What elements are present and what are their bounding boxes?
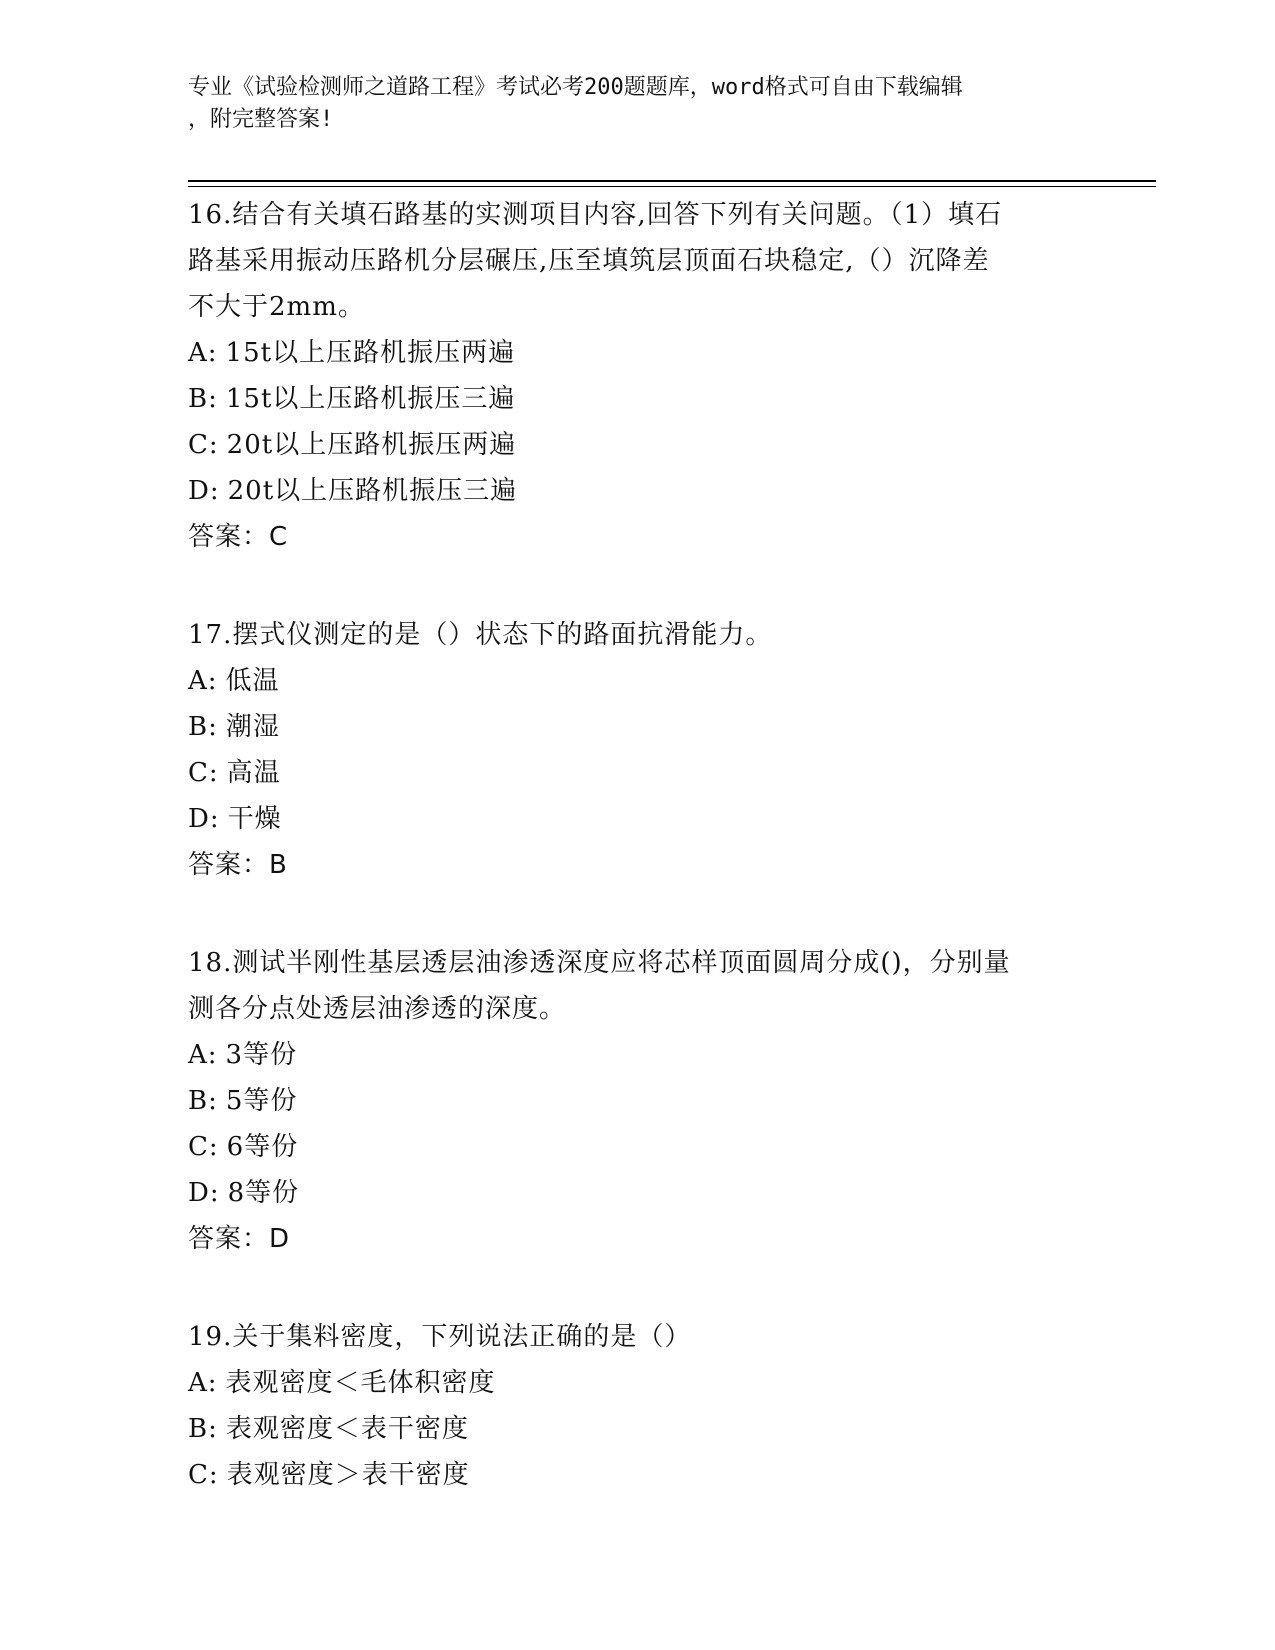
question-stem-line: 19.关于集料密度，下列说法正确的是（） [188,1322,692,1352]
option-text: 高温 [226,758,281,788]
option-item [188,658,1088,704]
option-separator: : [208,1460,219,1490]
option-text: 6等份 [226,1132,299,1162]
option-letter: C [188,1132,209,1162]
answer-line [188,514,1088,560]
header-line-2: ，附完整答案! [188,107,334,132]
option-item [188,704,1088,750]
option-text: 3等份 [225,1040,298,1070]
question-block [188,940,1088,1262]
question-block [188,1314,1088,1498]
option-item [188,376,1088,422]
option-letter: D [188,476,210,506]
option-item [188,750,1088,796]
question-stem-line: 18.测试半刚性基层透层油渗透深度应将芯样顶面圆周分成()，分别量 [188,948,1011,978]
question-stem-line: 17.摆式仪测定的是（）状态下的路面抗滑能力。 [188,620,773,650]
option-letter: D [188,804,210,834]
option-letter: A [188,338,208,368]
option-letter: A [188,666,208,696]
answer-line [188,842,1088,888]
option-item [188,468,1088,514]
option-separator: : [207,1368,218,1398]
option-letter: B [188,1414,209,1444]
option-item [188,1078,1088,1124]
option-item [188,330,1088,376]
option-item [188,1170,1088,1216]
option-letter: D [188,1178,210,1208]
option-letter: C [188,1460,209,1490]
option-text: 20t以上压路机振压三遍 [227,476,518,506]
option-item [188,1452,1088,1498]
option-separator: : [208,1086,218,1116]
question-stem-line: 测各分点处透层油渗透的深度。 [188,994,567,1024]
question-stem-line: 16.结合有关填石路基的实测项目内容,回答下列有关问题。（1）填石 [188,200,1003,230]
header-divider-thin [188,186,1156,187]
option-separator: : [208,1132,219,1162]
option-item [188,796,1088,842]
option-letter: A [188,1368,208,1398]
option-item [188,1032,1088,1078]
option-separator: : [208,758,219,788]
option-item [188,422,1088,468]
option-separator: : [209,804,220,834]
option-text: 表观密度＞表干密度 [226,1460,470,1490]
header-line-1: 专业《试验检测师之道路工程》考试必考200题题库，word格式可自由下载编辑 [188,75,963,100]
question-list [188,192,1088,1550]
option-separator: : [208,1414,218,1444]
option-text: 表观密度＜表干密度 [225,1414,469,1444]
option-item [188,1360,1088,1406]
answer-label: 答案： [188,850,270,880]
option-letter: B [188,712,209,742]
question-stem-line: 不大于2mm。 [188,292,365,322]
option-separator: : [207,338,218,368]
answer-line [188,1216,1088,1262]
header-divider-thick [188,180,1156,182]
answer-label: 答案： [188,1224,270,1254]
option-separator: : [208,384,218,414]
option-text: 15t以上压路机振压两遍 [225,338,516,368]
question-block [188,192,1088,560]
answer-value: C [269,522,289,552]
option-separator: : [209,476,220,506]
option-letter: B [188,1086,209,1116]
option-item [188,1406,1088,1452]
option-separator: : [208,712,218,742]
option-letter: C [188,430,209,460]
answer-value: D [269,1224,291,1254]
option-text: 干燥 [227,804,282,834]
answer-value: B [269,850,288,880]
option-separator: : [209,1178,220,1208]
option-text: 低温 [225,666,280,696]
option-text: 5等份 [225,1086,298,1116]
option-text: 15t以上压路机振压三遍 [225,384,516,414]
option-text: 8等份 [227,1178,300,1208]
option-item [188,1124,1088,1170]
answer-label: 答案： [188,522,270,552]
document-header [188,72,1078,136]
option-letter: C [188,758,209,788]
option-separator: : [207,666,218,696]
option-letter: A [188,1040,208,1070]
option-text: 潮湿 [225,712,280,742]
option-letter: B [188,384,209,414]
option-separator: : [208,430,219,460]
option-text: 20t以上压路机振压两遍 [226,430,517,460]
option-text: 表观密度＜毛体积密度 [225,1368,496,1398]
option-separator: : [207,1040,218,1070]
question-block [188,612,1088,888]
question-stem-line: 路基采用振动压路机分层碾压,压至填筑层顶面石块稳定,（）沉降差 [188,246,990,276]
